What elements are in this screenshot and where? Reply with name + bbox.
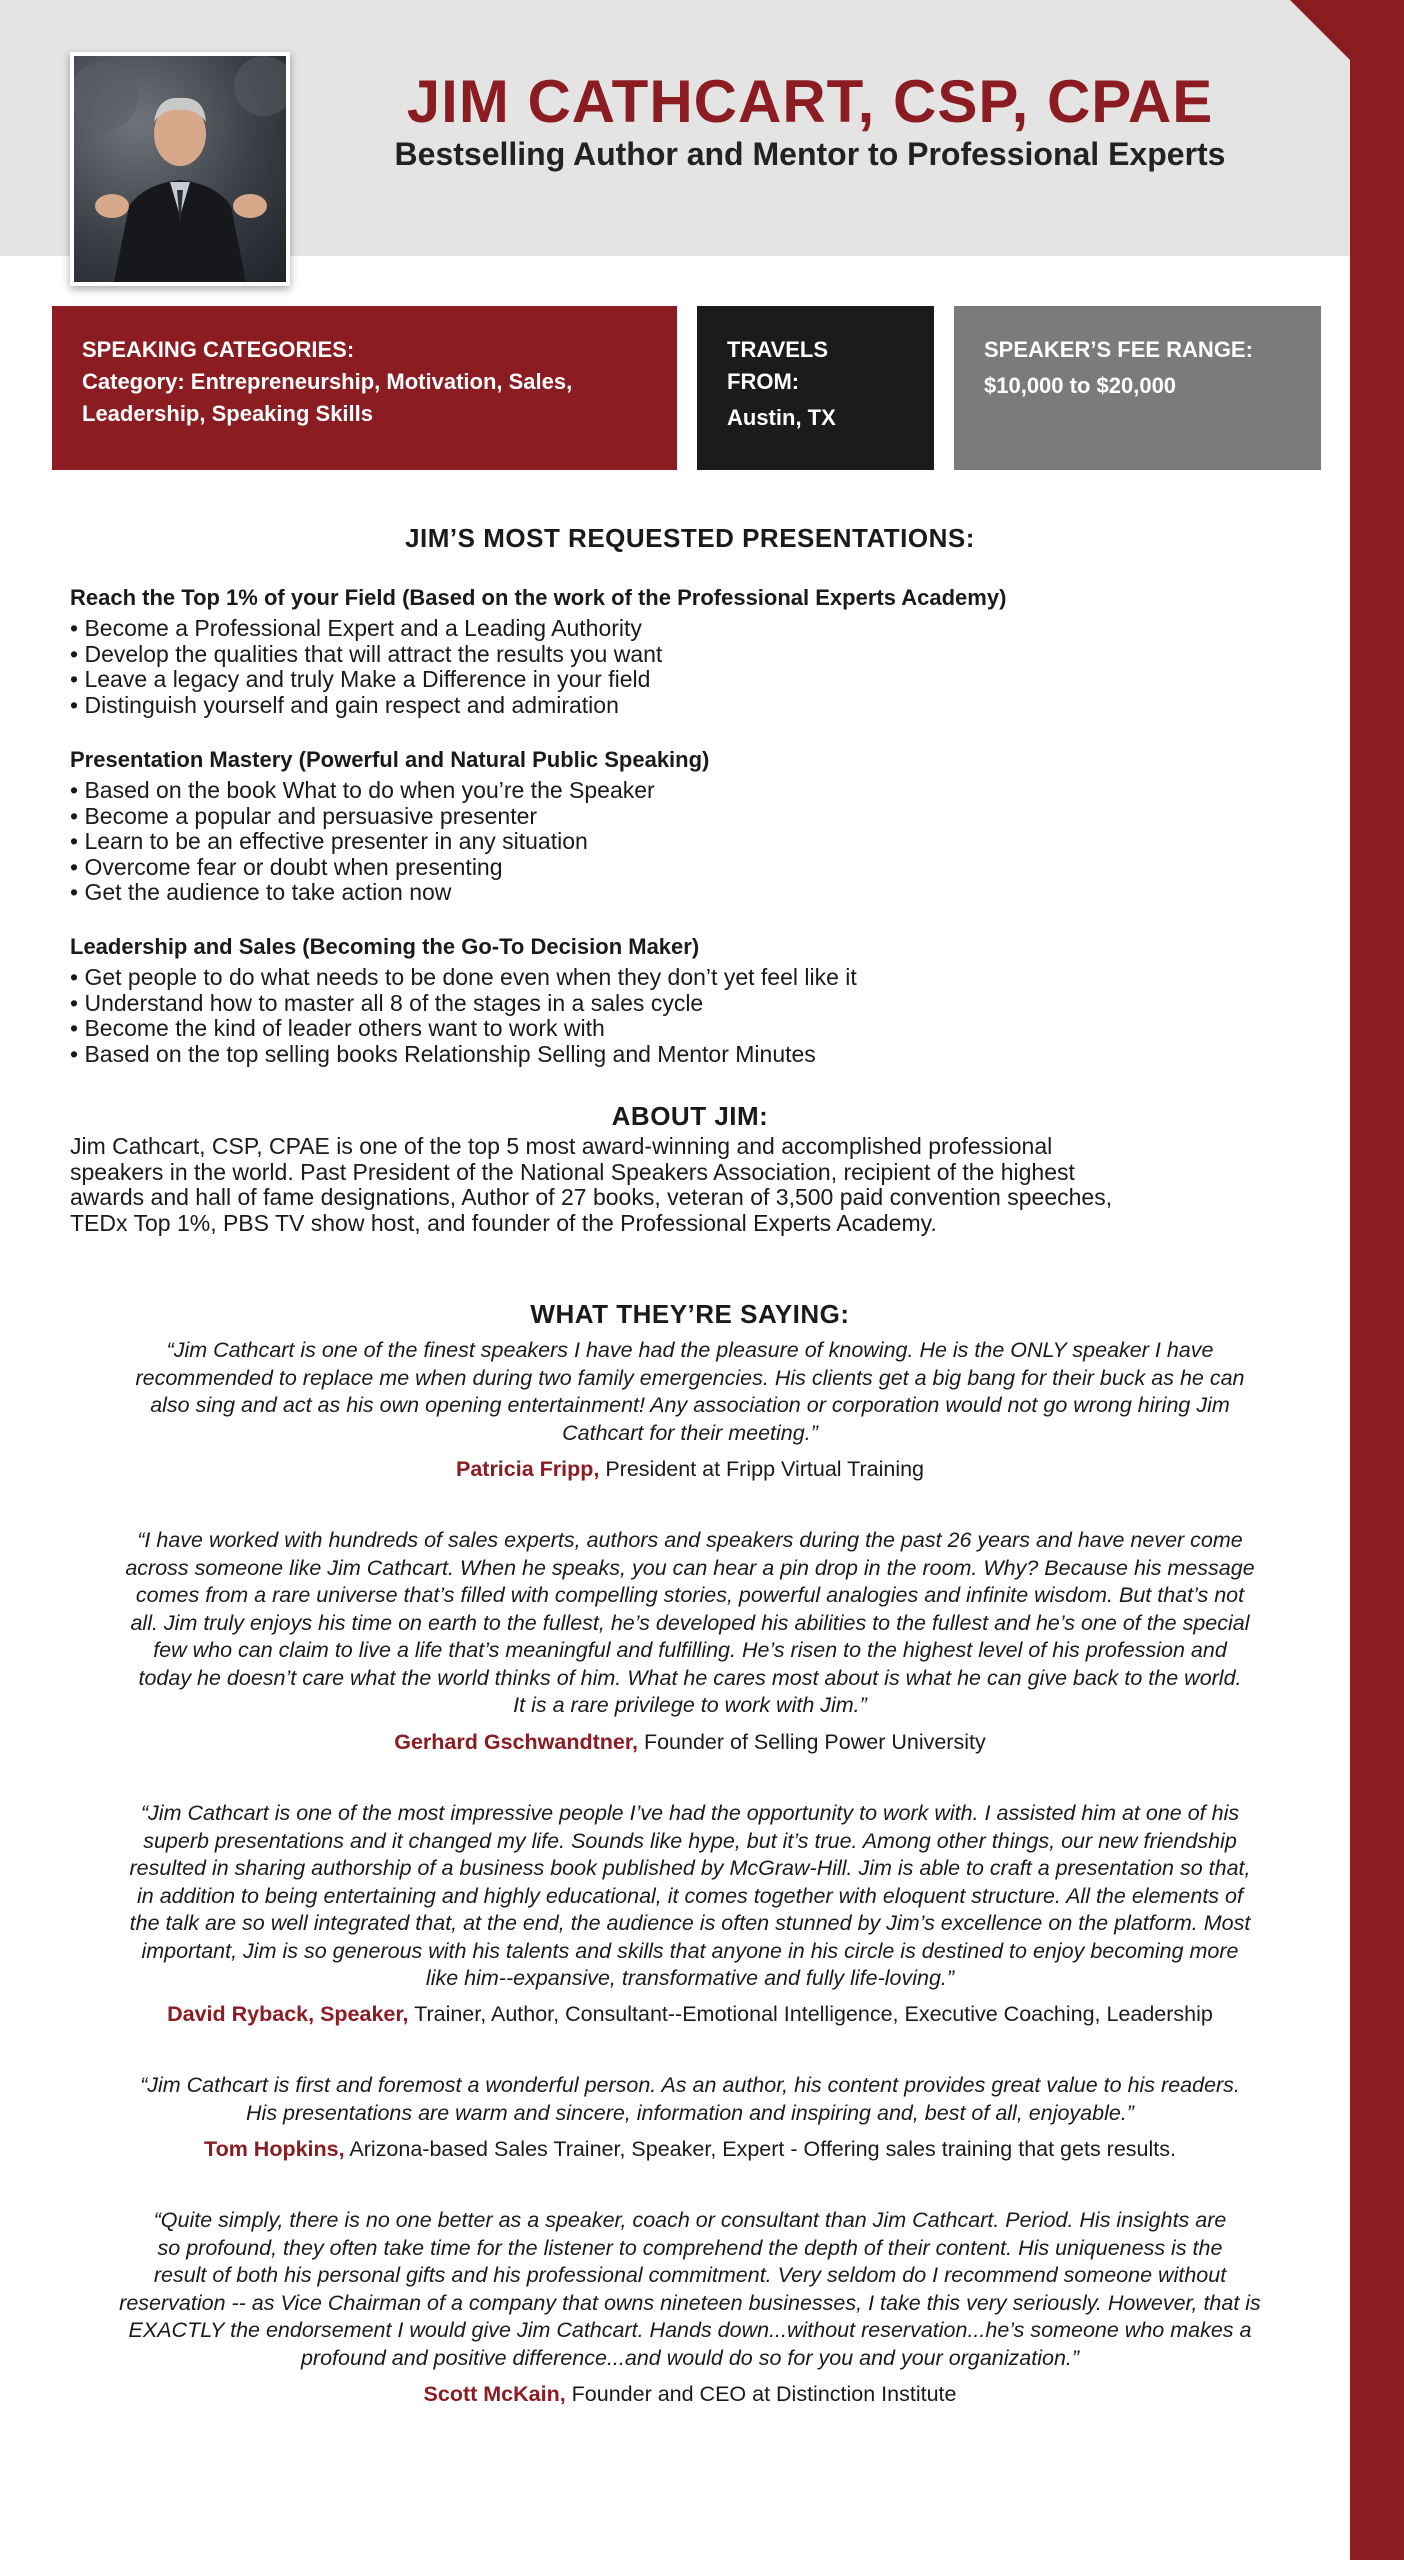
- testimonial-author: Gerhard Gschwandtner,: [394, 1730, 638, 1754]
- quote-line: “Jim Cathcart is first and foremost a wonderful person. As an author, his content provides great value to his readers.: [140, 2073, 1240, 2097]
- presentation-bullets: [70, 965, 857, 1067]
- fee-range-box: [954, 306, 1321, 470]
- testimonial-author: David Ryback, Speaker,: [167, 2002, 409, 2026]
- speaker-silhouette-icon: [74, 56, 286, 282]
- quote-line: It is a rare privilege to work with Jim.”: [513, 1693, 867, 1717]
- quote-line: today he doesn’t care what the world thinks of him. What he cares most about is what he can give back to the world.: [138, 1665, 1242, 1690]
- testimonial-author: Patricia Fripp,: [455, 1457, 600, 1481]
- bullet-item: • Learn to be an effective presenter in any situation: [70, 829, 655, 855]
- bullet-item: • Become a Professional Expert and a Leading Authority: [70, 616, 662, 642]
- right-accent-bar: [1350, 0, 1404, 2560]
- quote-line: superb presentations and it changed my life. Sounds like hype, but it’s true. Among other things, our new friendship: [143, 1828, 1237, 1853]
- testimonial-quote: [80, 1800, 1300, 1993]
- bullet-item: • Leave a legacy and truly Make a Difference in your field: [70, 667, 662, 693]
- bullet-item: • Become a popular and persuasive presenter: [70, 804, 655, 830]
- presentation-bullets: [70, 616, 662, 718]
- quote-line: the talk are so well integrated that, at the end, the audience is often stunned by Jim’s excellence on the platform. Most: [129, 1911, 1251, 1935]
- testimonial-role: Trainer, Author, Consultant--Emotional Intelligence, Executive Coaching, Leadership: [408, 2002, 1213, 2026]
- testimonial-author: Scott McKain,: [423, 2382, 566, 2406]
- travels-from-label: TRAVELS FROM:: [727, 337, 829, 394]
- speaking-categories-label: SPEAKING CATEGORIES:: [82, 337, 355, 362]
- about-line: Jim Cathcart, CSP, CPAE is one of the top 5 most award-winning and accomplished professional: [70, 1133, 1053, 1159]
- quote-line: reservation -- as Vice Chairman of a company that owns nineteen businesses, I take this very seriously. However, that is: [119, 2290, 1261, 2315]
- quote-line: across someone like Jim Cathcart. When he speaks, you can hear a pin drop in the room. Why? Because his message: [125, 1555, 1255, 1580]
- bullet-item: • Based on the book What to do when you’re the Speaker: [70, 778, 655, 804]
- quote-line: in addition to being entertaining and highly educational, it comes together with eloquent structure. All the elements of: [137, 1883, 1243, 1908]
- speaker-photo-image: [74, 56, 286, 282]
- about-line: awards and hall of fame designations, Author of 27 books, veteran of 3,500 paid convention speeches,: [70, 1184, 1113, 1210]
- presentation-bullets: [70, 778, 655, 906]
- testimonial-attribution: [80, 1728, 1300, 1756]
- quote-line: comes from a rare universe that’s filled with compelling stories, powerful analogies and infinite wisdom. But that’s not: [135, 1583, 1245, 1607]
- testimonial-attribution: [80, 2380, 1300, 2408]
- quote-line: His presentations are warm and sincere, information and inspiring and, best of all, enjoyable.”: [246, 2100, 1134, 2125]
- testimonial-author: Tom Hopkins,: [204, 2137, 345, 2161]
- bullet-item: • Get the audience to take action now: [70, 880, 655, 906]
- testimonial-role: Founder of Selling Power University: [637, 1730, 986, 1754]
- quote-line: Cathcart for their meeting.”: [562, 1420, 818, 1445]
- quote-line: like him--expansive, transformative and fully life-loving.”: [425, 1966, 955, 1990]
- quote-line: so profound, they often take time for the listener to comprehend the depth of their content. His uniqueness is the: [157, 2235, 1223, 2260]
- about-line: TEDx Top 1%, PBS TV show host, and founder of the Professional Experts Academy.: [70, 1209, 937, 1236]
- testimonial-quote: [80, 2072, 1300, 2127]
- testimonial-role: President at Fripp Virtual Training: [599, 1457, 925, 1481]
- quote-line: resulted in sharing authorship of a business book published by McGraw-Hill. Jim is able to craft a presentation so that,: [129, 1856, 1251, 1880]
- speaking-categories-box: [52, 306, 677, 470]
- presentation-title: Presentation Mastery (Powerful and Natural Public Speaking): [70, 747, 710, 772]
- fee-range-label: SPEAKER’S FEE RANGE:: [984, 337, 1253, 362]
- page-subtitle: Bestselling Author and Mentor to Professional Experts: [394, 136, 1226, 172]
- speaking-categories-value-line2: Leadership, Speaking Skills: [82, 401, 373, 426]
- fee-range-value: $10,000 to $20,000: [984, 373, 1177, 398]
- quote-line: “Jim Cathcart is one of the finest speakers I have had the pleasure of knowing. He is the ONLY speaker I have: [166, 1338, 1214, 1362]
- speaker-photo: [70, 52, 290, 286]
- testimonial-role: Founder and CEO at Distinction Institute: [565, 2382, 957, 2406]
- quote-line: few who can claim to live a life that’s meaningful and fulfilling. He’s risen to the highest level of his profession and: [153, 1638, 1227, 1662]
- quote-line: all. Jim truly enjoys his time on earth to the fullest, he’s developed his abilities to the fullest and he’s one of the special: [130, 1610, 1250, 1635]
- quote-line: result of both his personal gifts and his professional commitment. Very seldom do I recommend someone without: [153, 2263, 1227, 2287]
- about-heading: ABOUT JIM:: [611, 1101, 769, 1131]
- speaking-categories-value-line1: Category: Entrepreneurship, Motivation, Sales,: [82, 369, 573, 394]
- about-text: [70, 1134, 1310, 1236]
- presentation-title: Reach the Top 1% of your Field (Based on the work of the Professional Experts Academy): [70, 585, 1007, 610]
- testimonial-quote: [80, 1337, 1300, 1447]
- testimonial-role: Arizona-based Sales Trainer, Speaker, Expert - Offering sales training that gets results.: [344, 2137, 1176, 2161]
- quote-line: EXACTLY the endorsement I would give Jim Cathcart. Hands down...without reservation...he’s someone who makes a: [128, 2318, 1252, 2342]
- testimonials-heading: WHAT THEY’RE SAYING:: [530, 1299, 850, 1329]
- travels-from-box: [697, 306, 934, 470]
- testimonial-attribution: [80, 1455, 1300, 1483]
- presentation-title: Leadership and Sales (Becoming the Go-To Decision Maker): [70, 934, 700, 959]
- page-title: JIM CATHCART, CSP, CPAE: [406, 68, 1214, 135]
- travels-from-value: Austin, TX: [727, 405, 836, 430]
- bullet-item: • Overcome fear or doubt when presenting: [70, 855, 655, 881]
- quote-line: important, Jim is so generous with his talents and skills that anyone in his circle is destined to enjoy becoming more: [141, 1938, 1239, 1963]
- quote-line: profound and positive difference...and would do so for you and your organization.”: [300, 2345, 1080, 2370]
- testimonial-quote: [80, 2207, 1300, 2372]
- testimonial-quote: [80, 1527, 1300, 1720]
- about-line: speakers in the world. Past President of the National Speakers Association, recipient of the highest: [70, 1158, 1075, 1185]
- bullet-item: • Distinguish yourself and gain respect and admiration: [70, 693, 662, 719]
- testimonial-attribution: [80, 2000, 1300, 2028]
- bullet-item: • Get people to do what needs to be done even when they don’t yet feel like it: [70, 965, 857, 991]
- quote-line: “Quite simply, there is no one better as a speaker, coach or consultant than Jim Cathcart. Period. His insights are: [153, 2208, 1227, 2232]
- quote-line: recommended to replace me when during two family emergencies. His clients get a big bang for their buck as he can: [135, 1365, 1245, 1390]
- quote-line: “Jim Cathcart is one of the most impressive people I’ve had the opportunity to work with. I assisted him at one of his: [140, 1801, 1240, 1825]
- presentations-heading: JIM’S MOST REQUESTED PRESENTATIONS:: [405, 523, 975, 553]
- quote-line: also sing and act as his own opening entertainment! Any association or corporation would not go wrong hiring Jim: [150, 1393, 1230, 1417]
- testimonial-attribution: [80, 2135, 1300, 2163]
- bullet-item: • Become the kind of leader others want to work with: [70, 1016, 857, 1042]
- bullet-item: • Develop the qualities that will attract the results you want: [70, 642, 662, 668]
- quote-line: “I have worked with hundreds of sales experts, authors and speakers during the past 26 years and have never come: [137, 1528, 1243, 1552]
- bullet-item: • Understand how to master all 8 of the stages in a sales cycle: [70, 991, 857, 1017]
- bullet-item: • Based on the top selling books Relationship Selling and Mentor Minutes: [70, 1042, 857, 1068]
- corner-accent: [1290, 0, 1350, 60]
